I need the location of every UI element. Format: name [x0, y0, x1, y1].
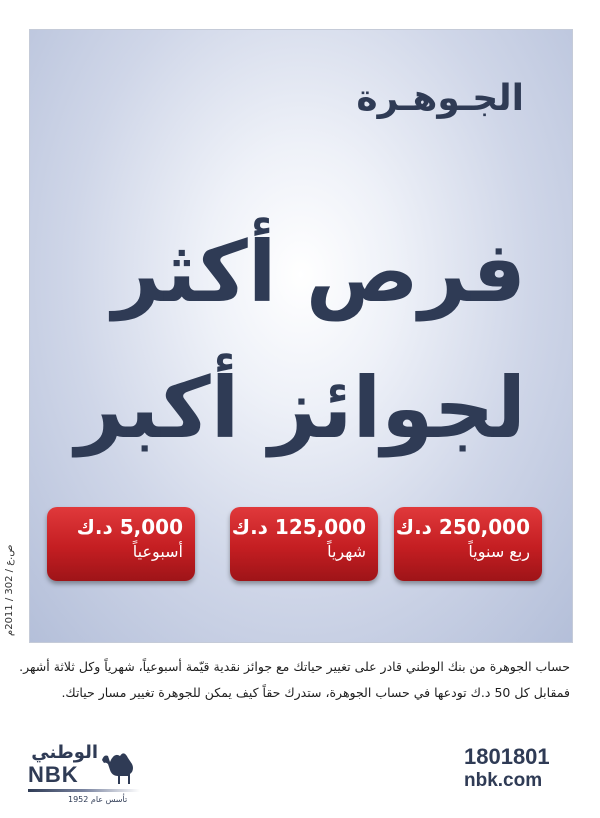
- nbk-logo: [28, 742, 178, 804]
- prize-amount: 5,000 د.ك: [76, 515, 183, 539]
- prize-amount: 250,000 د.ك: [395, 515, 530, 539]
- headline-line-1: فرص أكثر: [112, 223, 526, 321]
- description-line-1: حساب الجوهرة من بنك الوطني قادر على تغيير حياتك مع جوائز نقدية قيّمة أسبوعياً، شهرياً وكل ثلاثة أشهر.: [19, 659, 570, 674]
- phone-number: 1801801: [464, 744, 550, 769]
- hero-banner: [29, 29, 573, 643]
- logo-arabic-text: الوطني: [31, 742, 98, 763]
- headline-line-2: لجوائز أكبر: [75, 359, 526, 457]
- description-line-2: فمقابل كل 50 د.ك تودعها في حساب الجوهرة، ستدرك حقاً كيف يمكن للجوهرة تغيير مسار حياتك.: [61, 685, 570, 700]
- prize-period: شهرياً: [327, 542, 366, 561]
- prize-monthly: [230, 507, 378, 581]
- logo-english-text: NBK: [28, 762, 79, 787]
- prize-weekly: [47, 507, 195, 581]
- camel-icon: [98, 746, 138, 786]
- logo-divider: [28, 789, 140, 792]
- brand-title: الجـوهـرة: [356, 78, 524, 119]
- website-link[interactable]: nbk.com: [464, 770, 543, 791]
- prize-amount: 125,000 د.ك: [231, 515, 366, 539]
- reference-code: ص.ع / 302 / 2011م: [4, 544, 15, 636]
- prize-period: ربع سنوياً: [468, 542, 530, 561]
- prize-period: أسبوعياً: [132, 542, 183, 561]
- logo-established: تأسس عام 1952: [68, 795, 128, 804]
- contact-block: [464, 745, 574, 793]
- prize-quarterly: [394, 507, 542, 581]
